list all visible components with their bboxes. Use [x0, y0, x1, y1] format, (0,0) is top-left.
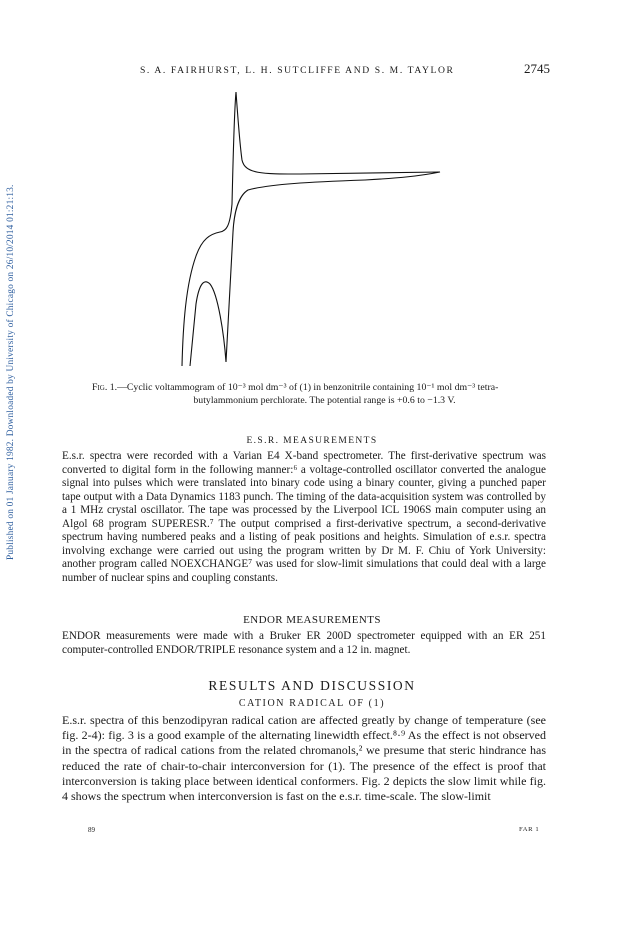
voltammogram-trace [182, 92, 440, 366]
cyclic-voltammogram-figure [150, 84, 450, 376]
figure-caption-text: —Cyclic voltammogram of 10⁻³ mol dm⁻³ of (1) in benzonitrile containing 10⁻¹ mol dm⁻³ tetra- [117, 382, 499, 393]
results-paragraph: E.s.r. spectra of this benzodipyran radical cation are affected greatly by change of temperature (see fig. 2-4): fig. 3 is a good example of the alternating linewidth effect.⁸·⁹ As the effect is not observed in the spectra of radical cations from the related chromanols,² we presume that steric hindrance has reduced the rate of chair-to-chair interconversion for (1). The presence of the effect is proof that interconversion is taking place between identical conformers. Fig. 2 depicts the slow limit while fig. 4 shows the spectrum when interconversion is fast on the e.s.r. time-scale. The slow-limit [62, 713, 546, 804]
figure-label: Fig. 1. [92, 382, 118, 393]
running-header: S. A. FAIRHURST, L. H. SUTCLIFFE AND S. M. TAYLOR [140, 65, 455, 76]
endor-heading: ENDOR MEASUREMENTS [243, 614, 381, 626]
results-heading: RESULTS AND DISCUSSION [208, 678, 416, 693]
download-watermark-text: Published on 01 January 1982. Downloaded by University of Chicago on 26/10/2014 01:21:13. [6, 184, 16, 560]
page-number: 2745 [524, 61, 550, 76]
footer-right: FAR 1 [519, 826, 540, 833]
esr-paragraph: E.s.r. spectra were recorded with a Varian E4 X-band spectrometer. The first-derivative spectrum was converted to digital form in the following manner:⁶ a voltage-controlled oscillator converted the analogue signal into pulses which were translated into binary code using a binary counter, giving a punched paper tape output with a Data Dynamics 1183 punch. The timing of the data-acquisition system was controlled by a 1 MHz crystal oscillator. The tape was processed by the Liverpool ICL 1906S main computer using an Algol 68 program SUPERESR.⁷ The output comprised a first-derivative spectrum, a second-derivative spectrum having numbered peaks and a listing of peak positions and heights. Simulation of e.s.r. spectra involving exchange were carried out using the program written by Dr M. F. Chiu of York University: another program called NOEXCHANGE⁷ was used for slow-limit simulations that could deal with a large number of nuclear spins and coupling constants. [62, 450, 546, 584]
footer-left: 89 [88, 826, 95, 834]
figure-caption-line2: butylammonium perchlorate. The potential range is +0.6 to −1.3 V. [193, 395, 456, 406]
cation-radical-subheading: CATION RADICAL OF (1) [238, 698, 386, 709]
figure-caption [92, 381, 557, 407]
download-watermark [0, 150, 16, 560]
endor-paragraph: ENDOR measurements were made with a Bruker ER 200D spectrometer equipped with an ER 251 computer-controlled ENDOR/TRIPLE resonance system and a 12 in. magnet. [62, 630, 546, 656]
esr-heading: E.S.R. MEASUREMENTS [246, 436, 378, 446]
